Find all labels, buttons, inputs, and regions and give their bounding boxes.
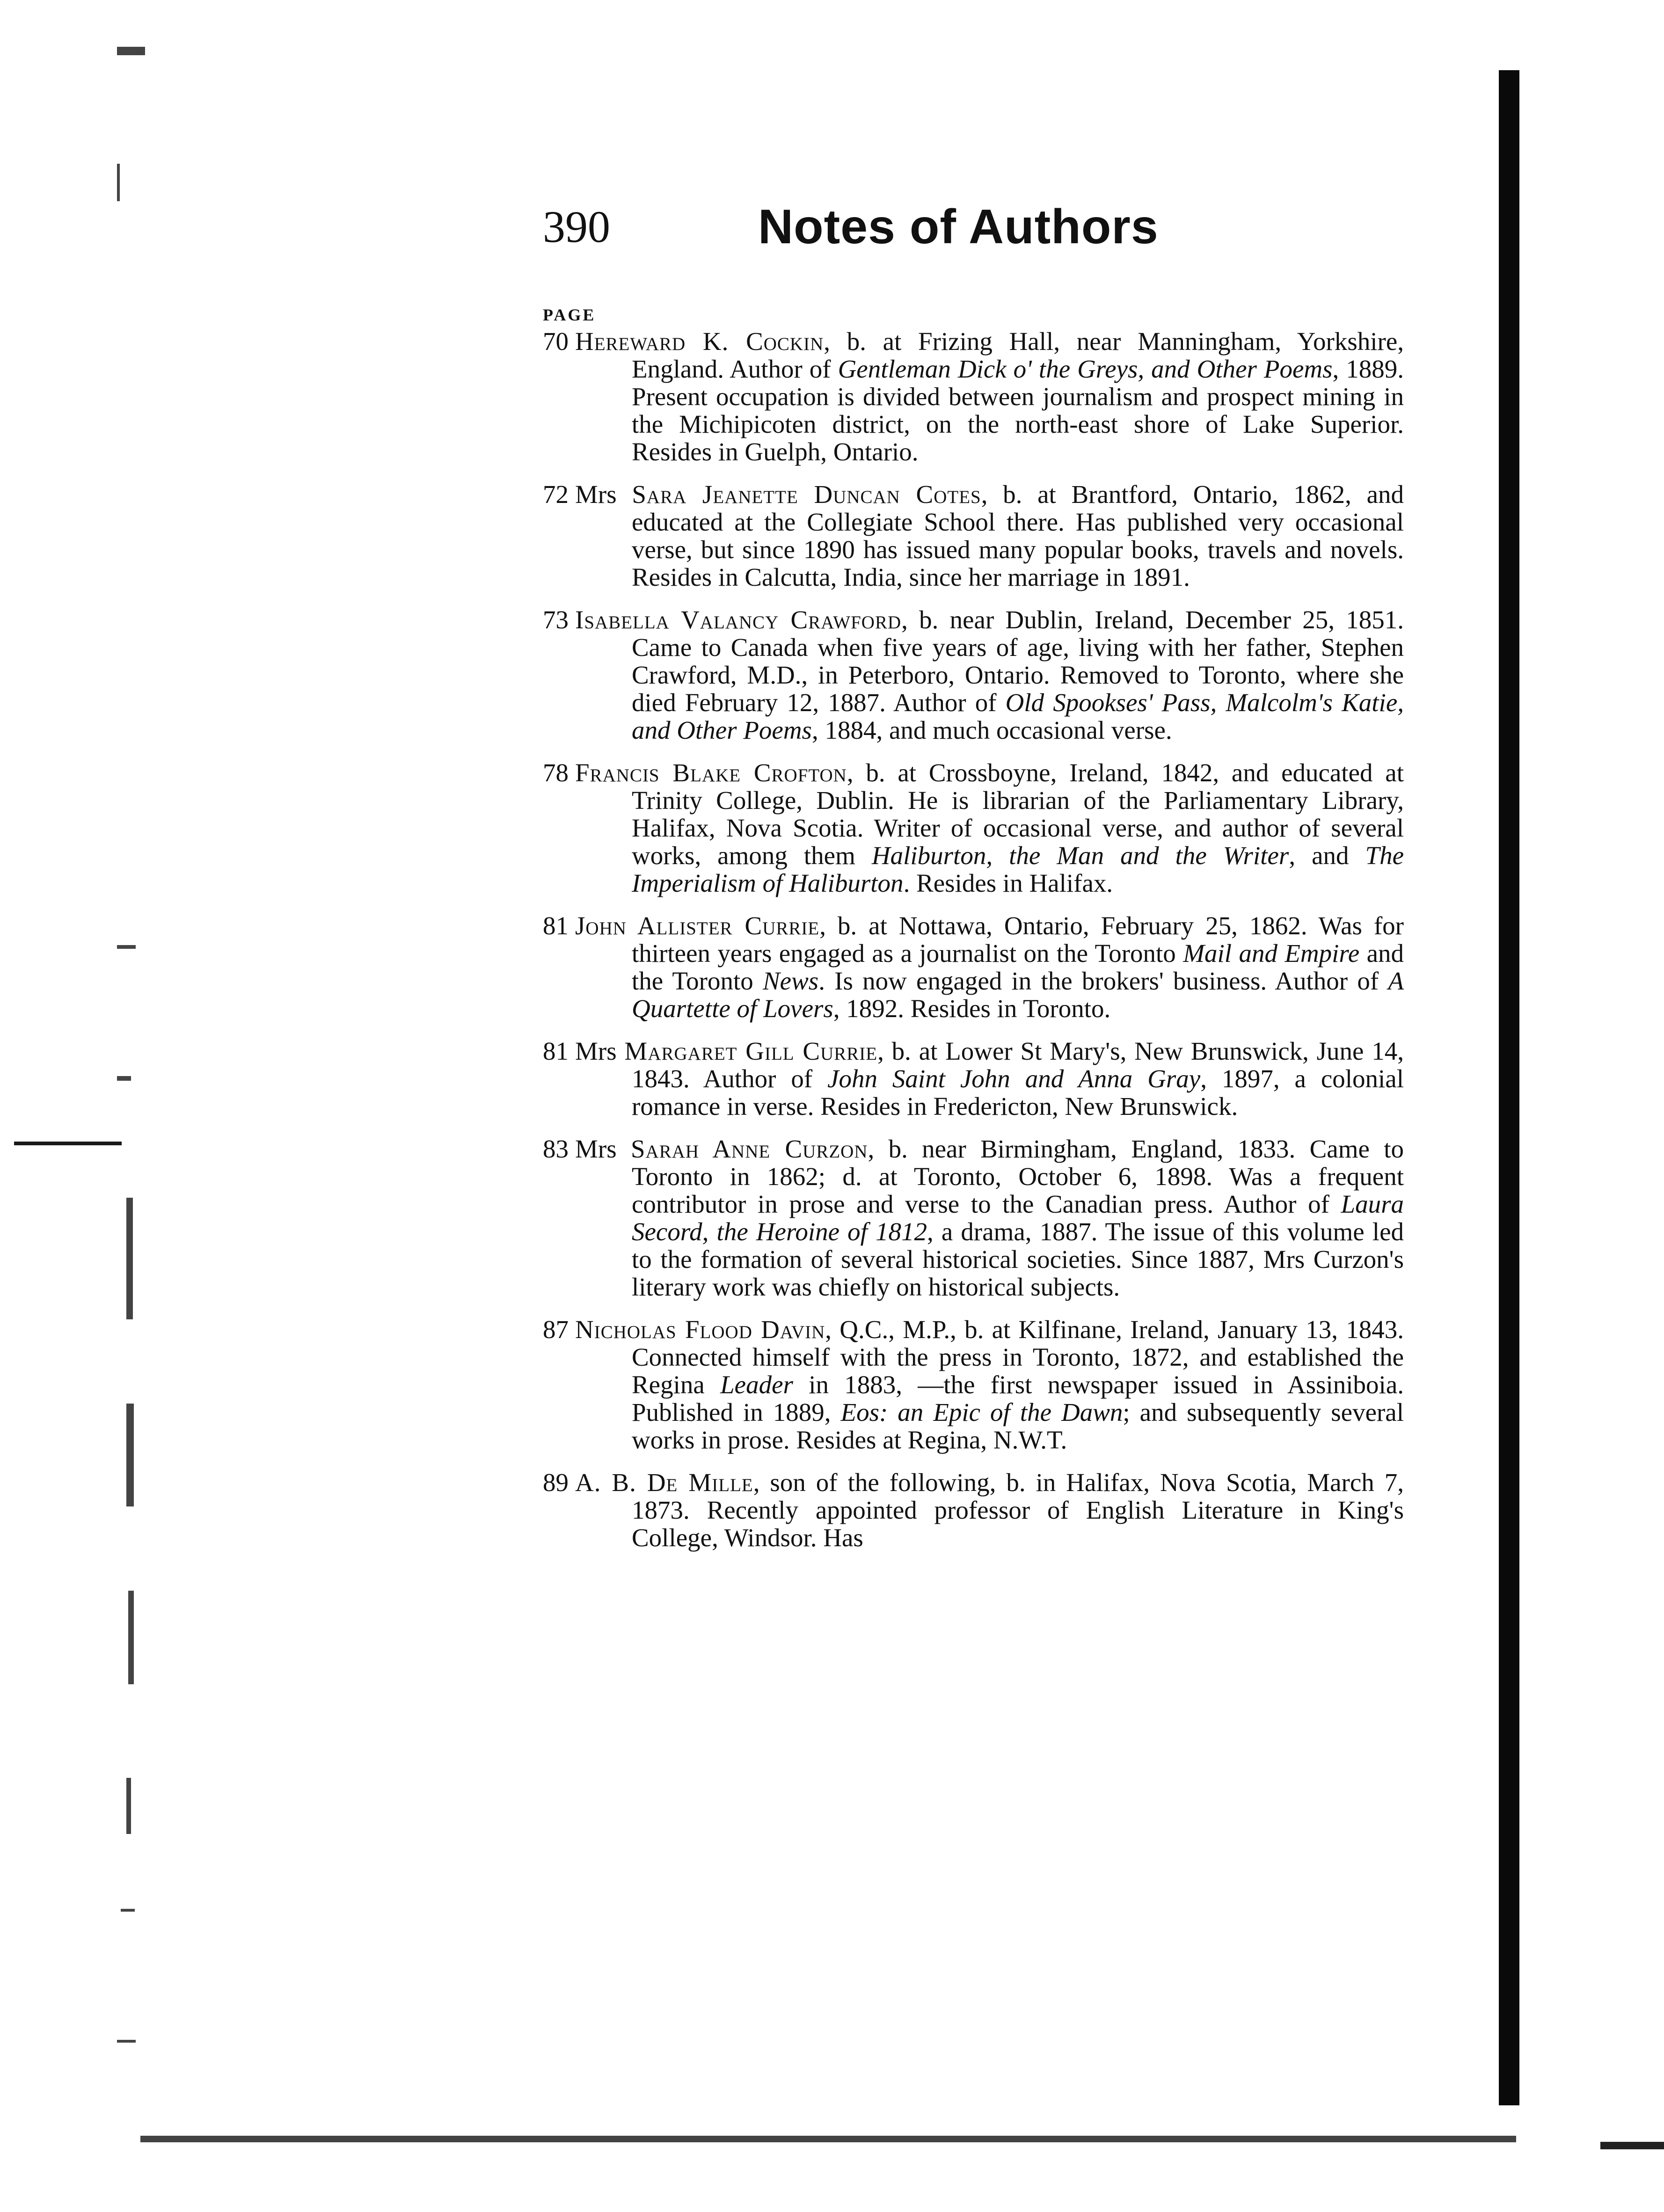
entry-text: , b. at Frizing Hall, near Manningham, Yorkshire, England. Author of xyxy=(632,327,1404,383)
scan-bracket-line xyxy=(14,1142,122,1145)
author-entry xyxy=(543,1469,1404,1551)
author-entry xyxy=(543,912,1404,1022)
entry-author-name: Nicholas Flood Davin xyxy=(575,1315,825,1344)
entry-work-title: John Saint John and Anna Gray xyxy=(827,1064,1201,1093)
entry-text: , 1892. Resides in Toronto. xyxy=(833,994,1111,1023)
entry-text: , Q.C., M.P., b. at Kilfinane, Ireland, January 13, 1843. Connected himself with the press in Toronto, 1872, and established the Regina xyxy=(632,1315,1404,1399)
entry-page-ref: 81 xyxy=(543,1037,569,1065)
author-notes-list xyxy=(543,327,1404,1551)
entry-author-name: Sarah Anne Curzon xyxy=(630,1135,868,1163)
entry-work-title: Gentleman Dick o' the Greys, and Other Poems xyxy=(838,355,1333,383)
entry-page-ref: 89 xyxy=(543,1468,569,1497)
entry-author-name: Hereward K. Cockin xyxy=(575,327,824,356)
author-entry xyxy=(543,1316,1404,1454)
entry-text: . Is now engaged in the brokers' business. Author of xyxy=(818,967,1388,995)
entry-author-name: Francis Blake Crofton xyxy=(575,758,847,787)
entry-page-ref: 87 xyxy=(543,1315,569,1344)
entry-page-ref: 81 xyxy=(543,911,569,940)
entry-text: . Resides in Halifax. xyxy=(903,869,1113,897)
entry-text: , son of the following, b. in Halifax, Nova Scotia, March 7, 1873. Recently appointed professor of English Literature in King's College, Windsor. Has xyxy=(632,1468,1404,1552)
entry-text: in 1883, —the first newspaper issued in Assiniboia. Published in 1889, xyxy=(632,1370,1404,1426)
author-entry xyxy=(543,1037,1404,1120)
entry-work-title: News xyxy=(763,967,819,995)
entry-text: , 1889. Present occupation is divided between journalism and prospect mining in the Michipicoten district, on the north-east shore of Lake Superior. Resides in Guelph, Ontario. xyxy=(632,355,1404,466)
book-page xyxy=(543,196,1404,1566)
page-header xyxy=(543,196,1404,276)
entry-text: , b. at Nottawa, Ontario, February 25, 1862. Was for thirteen years engaged as a journalist on the Toronto xyxy=(632,911,1404,968)
author-entry xyxy=(543,1135,1404,1301)
entry-honorific: Mrs xyxy=(575,480,632,509)
scan-left-edge xyxy=(117,47,150,2161)
entry-work-title: Leader xyxy=(720,1370,793,1399)
entry-author-name: A. B. De Mille xyxy=(575,1468,753,1497)
entry-work-title: Eos: an Epic of the Dawn xyxy=(840,1398,1123,1426)
entry-author-name: Margaret Gill Currie xyxy=(624,1037,878,1065)
entry-honorific: Mrs xyxy=(575,1037,625,1065)
entry-work-title: Old Spookses' Pass, Malcolm's Katie, and Other Poems xyxy=(632,688,1404,744)
entry-work-title: The Imperialism of Haliburton xyxy=(632,841,1404,897)
entry-text: , b. at Brantford, Ontario, 1862, and educated at the Collegiate School there. Has published very occasional verse, but since 1890 has issued many popular books, travels and novels. Resides in Calcutta, India, since her marriage in 1891. xyxy=(632,480,1404,591)
entry-work-title: Mail and Empire xyxy=(1183,939,1360,968)
entry-honorific: Mrs xyxy=(575,1135,631,1163)
page-number: 390 xyxy=(543,202,610,252)
entry-page-ref: 73 xyxy=(543,605,569,634)
entry-work-title: Laura Secord, the Heroine of 1812 xyxy=(632,1190,1404,1246)
entry-text: ; and subsequently several works in prose. Resides at Regina, N.W.T. xyxy=(632,1398,1404,1454)
entry-page-ref: 78 xyxy=(543,758,569,787)
entry-page-ref: 83 xyxy=(543,1135,569,1163)
entry-text: , b. at Crossboyne, Ireland, 1842, and educated at Trinity College, Dublin. He is librarian of the Parliamentary Library, Halifax, Nova Scotia. Writer of occasional verse, and author of several works, among them xyxy=(632,758,1404,870)
running-title: Notes of Authors xyxy=(758,200,1159,254)
entry-page-ref: 72 xyxy=(543,480,569,509)
page-column-label: PAGE xyxy=(543,306,596,324)
entry-author-name: Sara Jeanette Duncan Cotes xyxy=(632,480,981,509)
scan-bottom-right-mark xyxy=(1600,2142,1664,2149)
entry-work-title: Haliburton, the Man and the Writer xyxy=(871,841,1289,870)
entry-text: , b. at Lower St Mary's, New Brunswick, June 14, 1843. Author of xyxy=(632,1037,1404,1093)
scan-bottom-edge xyxy=(140,2136,1516,2161)
entry-work-title: A Quartette of Lovers xyxy=(632,967,1404,1023)
entry-text: , 1884, and much occasional verse. xyxy=(811,716,1172,744)
entry-page-ref: 70 xyxy=(543,327,569,356)
entry-text: , and xyxy=(1289,841,1365,870)
entry-text: , b. near Birmingham, England, 1833. Came to Toronto in 1862; d. at Toronto, October 6, 1898. Was a frequent contributor in prose and verse to the Canadian press. Author of xyxy=(632,1135,1404,1218)
author-entry xyxy=(543,606,1404,744)
entry-text: and the Toronto xyxy=(632,939,1404,995)
entry-author-name: John Allister Currie xyxy=(575,911,820,940)
author-entry xyxy=(543,759,1404,897)
entry-text: , b. near Dublin, Ireland, December 25, 1851. Came to Canada when five years of age, living with her father, Stephen Crawford, M.D., in Peterboro, Ontario. Removed to Toronto, where she died February 12, 1887. Author of xyxy=(632,605,1404,717)
entry-author-name: Isabella Valancy Crawford xyxy=(575,605,902,634)
entry-text: , a drama, 1887. The issue of this volume led to the formation of several historical societies. Since 1887, Mrs Curzon's literary work was chiefly on historical subjects. xyxy=(632,1217,1404,1301)
author-entry xyxy=(543,327,1404,466)
entry-text: , 1897, a colonial romance in verse. Resides in Fredericton, New Brunswick. xyxy=(632,1064,1404,1121)
author-entry xyxy=(543,480,1404,591)
scan-right-border xyxy=(1499,70,1519,2105)
